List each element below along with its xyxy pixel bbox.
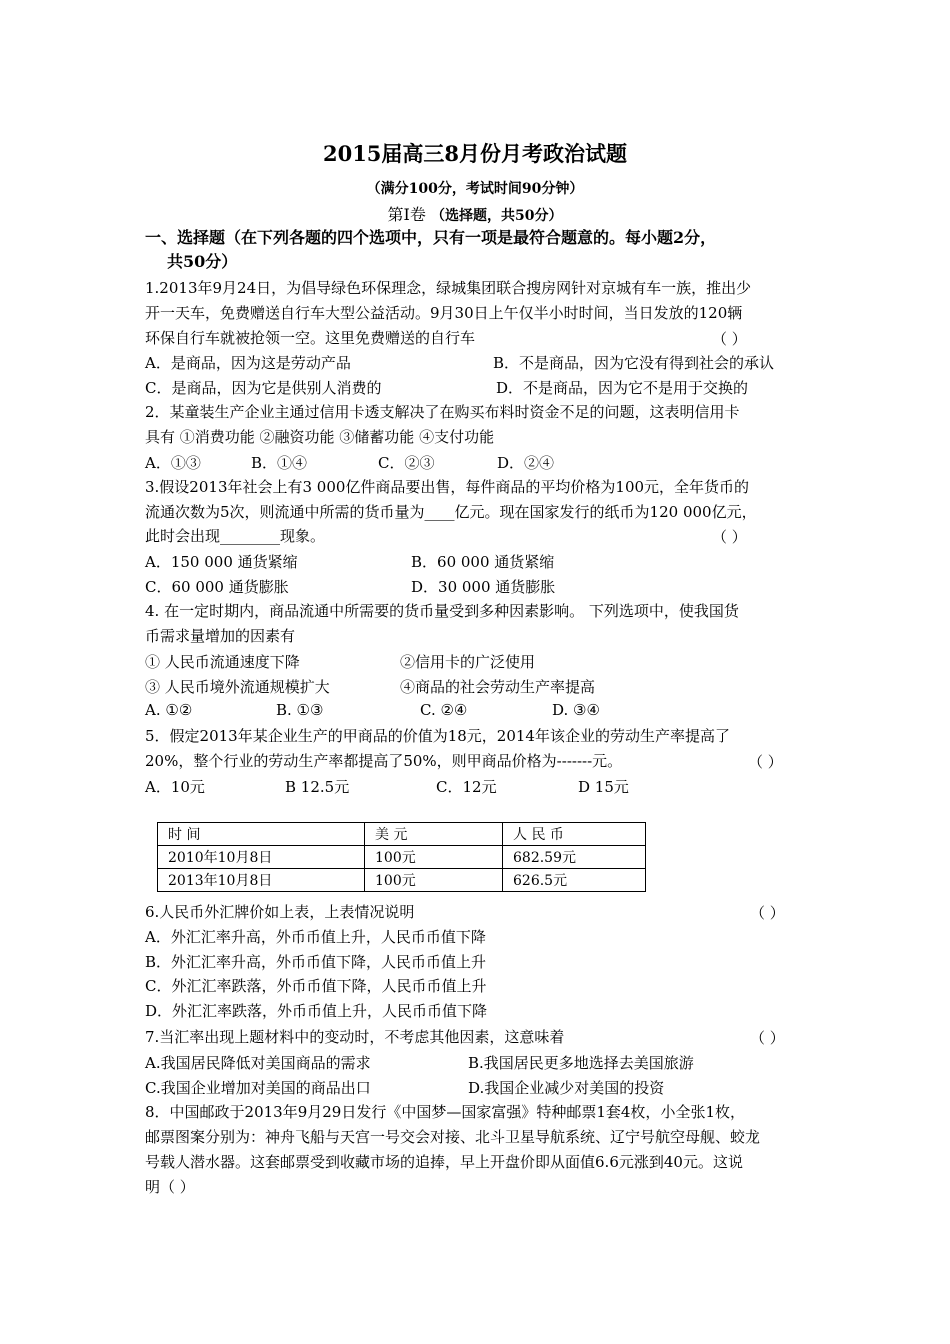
table-cell: 626.5元 [503, 869, 646, 892]
q1-option-d: D．不是商品，因为它不是用于交换的 [496, 379, 749, 397]
q8-line1: 8．中国邮政于2013年9月29日发行《中国梦—国家富强》特种邮票1套4枚，小全张1枚， [145, 1103, 745, 1121]
part-note: （选择题，共50分） [430, 208, 563, 224]
q5-option-b: B 12.5元 [285, 778, 350, 796]
q4-option-a: A. ①② [145, 701, 193, 719]
table-cell: 2013年10月8日 [158, 869, 365, 892]
q3-answer-paren: （ ） [712, 528, 747, 546]
q4-line1: 4. 在一定时期内，商品流通中所需要的货币量受到多种因素影响。 下列选项中，使我国货 [145, 602, 739, 620]
table-header-cell: 时 间 [158, 823, 365, 846]
part-heading [0, 202, 950, 225]
q2-line2: 具有 ①消费功能 ②融资功能 ③储蓄功能 ④支付功能 [145, 428, 495, 446]
exam-title: 2015届高三8月份月考政治试题 [322, 141, 628, 166]
section-heading-line1: 一、选择题（在下列各题的四个选项中，只有一项是最符合题意的。每小题2分， [145, 228, 717, 247]
q6-option-a: A．外汇汇率升高，外币币值上升，人民币币值下降 [145, 928, 486, 946]
q8-line4: 明（ ） [145, 1178, 195, 1196]
table-header-cell: 美 元 [365, 823, 503, 846]
q8-line2: 邮票图案分别为：神舟飞船与天宫一号交会对接、北斗卫星导航系统、辽宁号航空母舰、蛟龙 [145, 1128, 761, 1146]
q3-option-c: C．60 000 通货膨胀 [145, 578, 289, 596]
table-cell: 2010年10月8日 [158, 846, 365, 869]
q6-option-d: D．外汇汇率跌落，外币币值上升，人民币币值下降 [145, 1002, 488, 1020]
q8-line3: 号载人潜水器。这套邮票受到收藏市场的追捧，早上开盘价即从面值6.6元涨到40元。这说 [145, 1153, 743, 1171]
q7-option-d: D.我国企业减少对美国的投资 [468, 1079, 665, 1097]
q3-line3: 此时会出现________现象。 [145, 527, 326, 545]
q6-option-b: B．外汇汇率升高，外币币值下降，人民币币值上升 [145, 953, 487, 971]
q1-option-c: C．是商品，因为它是供别人消费的 [145, 379, 382, 397]
q5-option-c: C．12元 [436, 778, 497, 796]
q7-option-a: A.我国居民降低对美国商品的需求 [145, 1054, 371, 1072]
table-row [158, 846, 646, 869]
q5-line2: 20%，整个行业的劳动生产率都提高了50%，则甲商品价格为-------元。 [145, 752, 623, 770]
q5-line1: 5．假定2013年某企业生产的甲商品的价值为18元，2014年该企业的劳动生产率提高了 [145, 727, 730, 745]
q3-line2: 流通次数为5次，则流通中所需的货币量为____亿元。现在国家发行的纸币为120 000亿元， [145, 503, 757, 521]
q1-option-a: A．是商品，因为这是劳动产品 [145, 354, 351, 372]
q1-line2: 开一天车，免费赠送自行车大型公益活动。9月30日上午仅半小时时间，当日发放的120辆 [145, 304, 743, 322]
q4-item-2: ②信用卡的广泛使用 [400, 653, 536, 671]
q4-item-1: ① 人民币流通速度下降 [145, 653, 300, 671]
q2-option-d: D．②④ [497, 454, 555, 472]
q7-line1: 7.当汇率出现上题材料中的变动时，不考虑其他因素，这意味着 [145, 1028, 565, 1046]
exam-subtitle: （满分100分，考试时间90分钟） [366, 181, 584, 197]
q3-option-a: A．150 000 通货紧缩 [145, 553, 298, 571]
q6-line1: 6.人民币外汇牌价如上表，上表情况说明 [145, 903, 415, 921]
q1-answer-paren: （ ） [712, 330, 747, 348]
q4-option-b: B. ①③ [276, 701, 324, 719]
q7-answer-paren: （ ） [750, 1029, 785, 1047]
q5-option-d: D 15元 [578, 778, 629, 796]
exchange-rate-table [157, 822, 646, 892]
q3-line1: 3.假设2013年社会上有3 000亿件商品要出售，每件商品的平均价格为100元，全年货币的 [145, 478, 750, 496]
table-row [158, 869, 646, 892]
table-cell: 100元 [365, 846, 503, 869]
table-header-row [158, 823, 646, 846]
q2-option-c: C．②③ [378, 454, 435, 472]
q4-item-4: ④商品的社会劳动生产率提高 [400, 678, 596, 696]
q7-option-b: B.我国居民更多地选择去美国旅游 [468, 1054, 694, 1072]
q1-line1: 1.2013年9月24日，为倡导绿色环保理念，绿城集团联合搜房网针对京城有车一族，推出少 [145, 279, 752, 297]
q3-option-b: B．60 000 通货紧缩 [411, 553, 555, 571]
q2-option-a: A．①③ [145, 454, 201, 472]
q1-line3: 环保自行车就被抢领一空。这里免费赠送的自行车 [145, 329, 476, 347]
q1-option-b: B．不是商品，因为它没有得到社会的承认 [493, 354, 775, 372]
q2-line1: 2．某童装生产企业主通过信用卡透支解决了在购买布料时资金不足的问题，这表明信用卡 [145, 403, 740, 421]
table-header-cell: 人 民 币 [503, 823, 646, 846]
table-cell: 682.59元 [503, 846, 646, 869]
q2-option-b: B．①④ [251, 454, 308, 472]
q6-option-c: C．外汇汇率跌落，外币币值下降，人民币币值上升 [145, 977, 487, 995]
q4-option-c: C. ②④ [420, 701, 468, 719]
table-cell: 100元 [365, 869, 503, 892]
q4-option-d: D. ③④ [552, 701, 600, 719]
part-label: 第Ⅰ卷 [387, 205, 426, 224]
q4-item-3: ③ 人民币境外流通规模扩大 [145, 678, 330, 696]
q4-line2: 币需求量增加的因素有 [145, 627, 296, 645]
q5-answer-paren: （ ） [748, 753, 783, 771]
q7-option-c: C.我国企业增加对美国的商品出口 [145, 1079, 371, 1097]
q3-option-d: D．30 000 通货膨胀 [411, 578, 556, 596]
section-heading-line2: 共50分） [167, 252, 238, 271]
q6-answer-paren: （ ） [750, 904, 785, 922]
q5-option-a: A．10元 [145, 778, 205, 796]
